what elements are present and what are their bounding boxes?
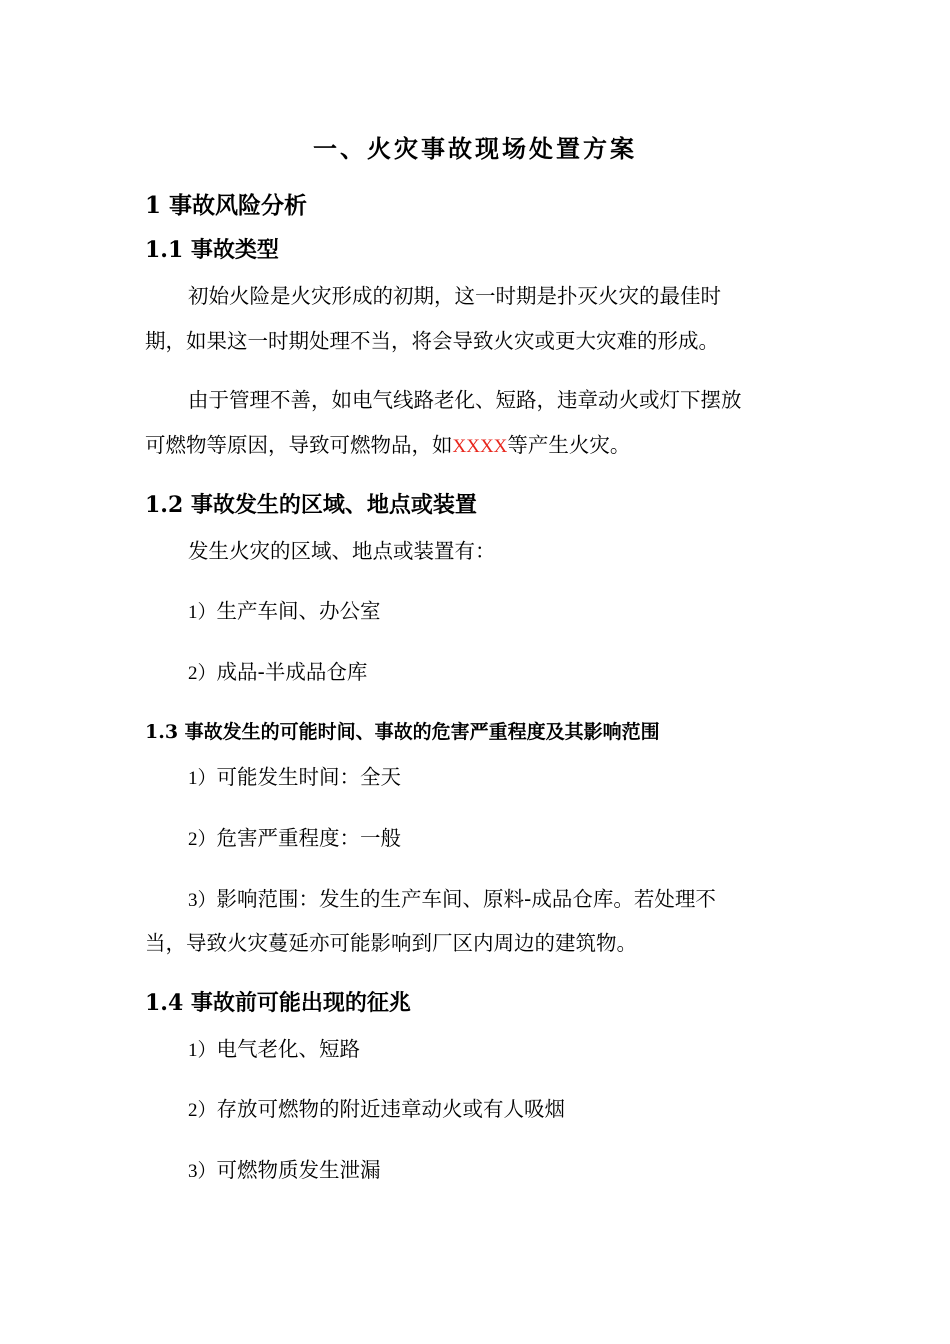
list-text: 生产车间、办公室	[216, 599, 381, 623]
section-heading-1: 1 事故风险分析	[145, 192, 308, 219]
paragraph-text: 可燃物等原因，导致可燃物品，如	[145, 433, 453, 457]
list-number: 3）	[188, 890, 217, 911]
paragraph-line: 期，如果这一时期处理不当，将会导致火灾或更大灾难的形成。	[145, 329, 719, 353]
list-text: 可燃物质发生泄漏	[216, 1158, 381, 1182]
list-item	[188, 1097, 565, 1123]
list-number: 3）	[188, 1161, 217, 1182]
list-item	[188, 826, 401, 852]
paragraph-line	[145, 433, 630, 459]
list-number: 1）	[188, 768, 217, 789]
list-item	[188, 765, 401, 791]
list-text: 影响范围：发生的生产车间、原料-成品仓库。若处理不	[216, 887, 716, 911]
list-text: 电气老化、短路	[216, 1037, 361, 1061]
paragraph-text: 等产生火灾。	[507, 433, 631, 457]
list-item	[188, 599, 381, 625]
paragraph-line: 由于管理不善，如电气线路老化、短路，违章动火或灯下摆放	[188, 388, 742, 412]
section-heading-1-2: 1.2 事故发生的区域、地点或装置	[145, 492, 477, 518]
placeholder-text: XXXX	[452, 436, 508, 457]
section-heading-1-4: 1.4 事故前可能出现的征兆	[145, 990, 411, 1016]
list-item	[188, 660, 367, 686]
paragraph-line: 初始火险是火灾形成的初期，这一时期是扑灭火灾的最佳时	[188, 284, 721, 308]
list-text: 成品-半成品仓库	[216, 660, 368, 684]
list-item	[188, 887, 716, 913]
list-number: 2）	[188, 829, 217, 850]
paragraph-line: 发生火灾的区域、地点或装置有：	[188, 539, 496, 563]
document-title: 一、火灾事故现场处置方案	[313, 134, 637, 163]
list-number: 2）	[188, 1100, 217, 1121]
list-item	[188, 1037, 360, 1063]
list-item	[188, 1158, 381, 1184]
list-text: 可能发生时间：全天	[216, 765, 402, 789]
list-number: 1）	[188, 602, 217, 623]
list-number: 2）	[188, 663, 217, 684]
list-number: 1）	[188, 1040, 217, 1061]
section-heading-1-3: 1.3 事故发生的可能时间、事故的危害严重程度及其影响范围	[145, 721, 660, 743]
list-text: 危害严重程度：一般	[216, 826, 402, 850]
section-heading-1-1: 1.1 事故类型	[145, 237, 279, 263]
list-text: 存放可燃物的附近违章动火或有人吸烟	[216, 1097, 566, 1121]
paragraph-line: 当，导致火灾蔓延亦可能影响到厂区内周边的建筑物。	[145, 931, 637, 955]
